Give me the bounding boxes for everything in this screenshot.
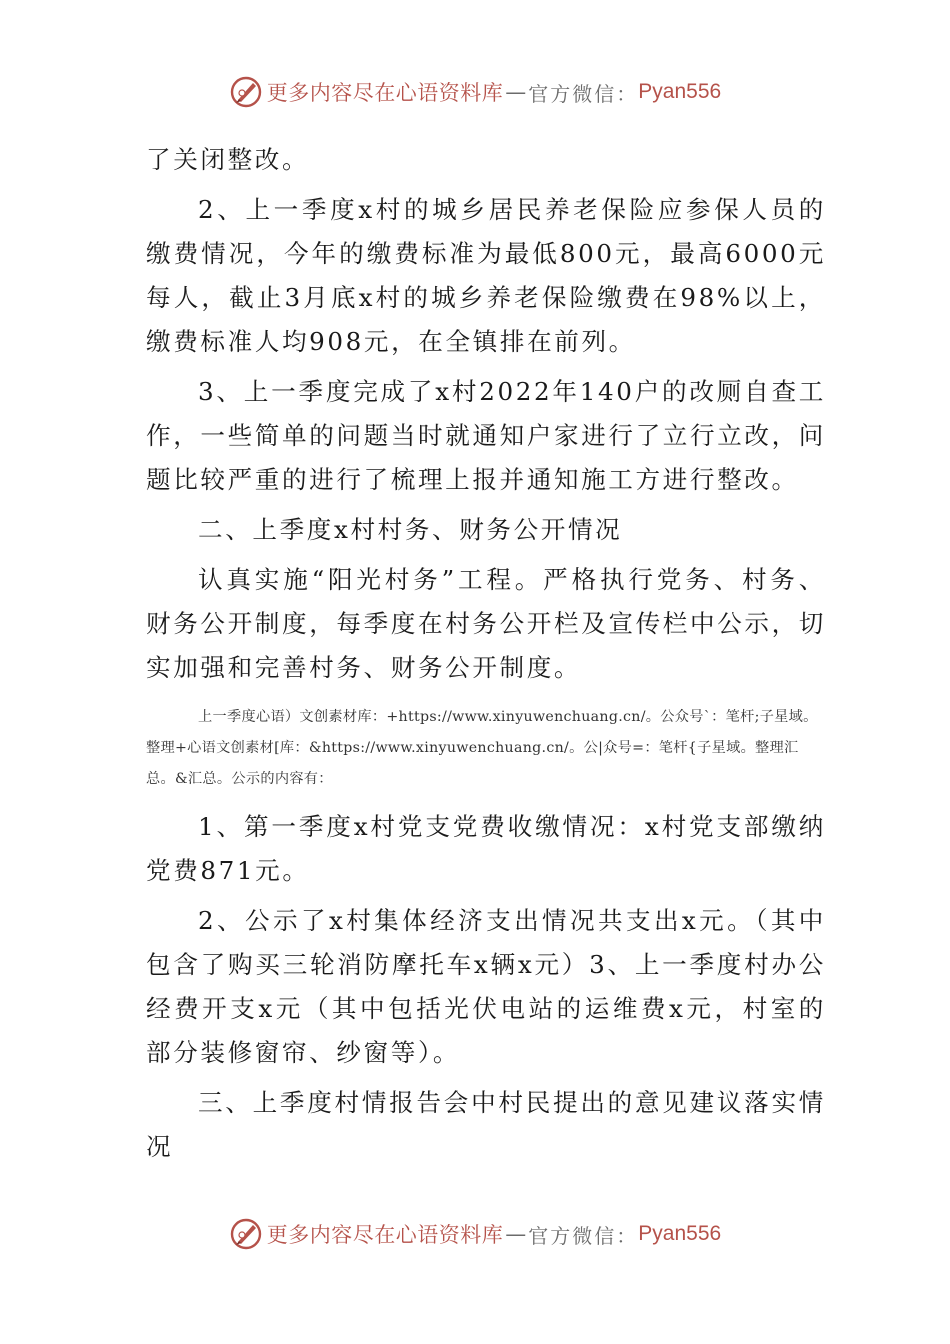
banner-dash: — [505, 1222, 527, 1246]
banner-label: 官方微信： [528, 1223, 639, 1248]
section-heading: 三、上季度村情报告会中村民提出的意见建议落实情况 [146, 1088, 826, 1161]
document-body [146, 138, 826, 1175]
banner-label: 官方微信： [528, 81, 639, 106]
footer-banner [0, 1214, 950, 1254]
paragraph: 认真实施“阳光村务”工程。严格执行党务、村务、财务公开制度，每季度在村务公开栏及宣传栏中公示，切实加强和完善村务、财务公开制度。 [146, 565, 826, 682]
section-heading: 二、上季度x村村务、财务公开情况 [198, 515, 623, 544]
paragraph: 2、公示了x村集体经济支出情况共支出x元。（其中包含了购买三轮消防摩托车x辆x元）3、上一季度村办公经费开支x元（其中包括光伏电站的运维费x元，村室的部分装修窗帘、纱窗等）。 [146, 906, 826, 1067]
pen-logo-icon [229, 1217, 263, 1251]
paragraph: 3、上一季度完成了x村2022年140户的改厕自查工作，一些简单的问题当时就通知户家进行了立行立改，问题比较严重的进行了梳理上报并通知施工方进行整改。 [146, 377, 826, 494]
watermark-paragraph: 上一季度心语）文创素材库：+https://www.xinyuwenchuang.cn/。公众号`：笔杆;子星域。整理+心语文创素材[库：&https://www.xinyuwenchuang.cn/。公|众号=：笔杆{子星域。整理汇总。&汇总。公示的内容有： [146, 709, 818, 787]
banner-wechat-id: Pyan556 [638, 1222, 722, 1245]
paragraph: 了关闭整改。 [146, 145, 310, 174]
paragraph: 1、第一季度x村党支党费收缴情况：x村党支部缴纳党费871元。 [146, 812, 826, 885]
paragraph: 2、上一季度x村的城乡居民养老保险应参保人员的缴费情况，今年的缴费标准为最低800元，最高6000元每人，截止3月底x村的城乡养老保险缴费在98%以上，缴费标准人均908元，在全镇排在前列。 [146, 195, 826, 356]
banner-wechat-id: Pyan556 [638, 80, 722, 103]
banner-dash: — [505, 80, 527, 104]
banner-title: 更多内容尽在心语资料库 [266, 1223, 504, 1247]
header-banner [0, 72, 950, 112]
banner-title: 更多内容尽在心语资料库 [266, 81, 504, 105]
pen-logo-icon [229, 75, 263, 109]
